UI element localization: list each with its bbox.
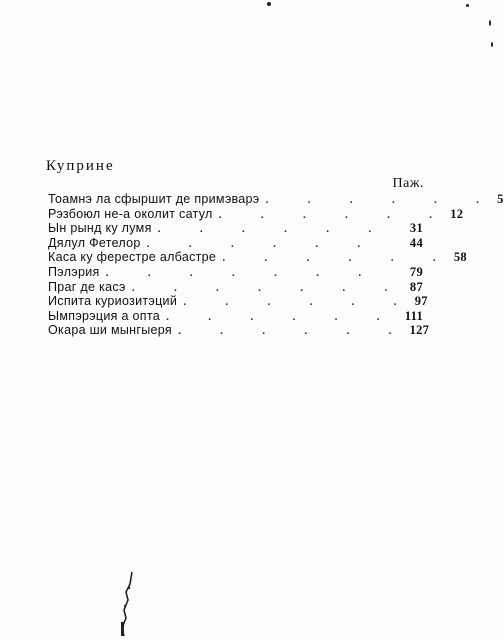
toc-entry-title: Ын рынд ку лумя bbox=[48, 221, 152, 236]
toc-entry-page: 12 bbox=[450, 206, 464, 221]
leader-dots: . . . . . . . bbox=[105, 266, 380, 279]
toc-entry-title: Рэзбоюл не-а околит сатул bbox=[48, 206, 213, 221]
author-heading: Куприне bbox=[46, 158, 115, 174]
toc-entry-title: Испита куриозитэций bbox=[48, 294, 178, 309]
table-of-contents bbox=[48, 192, 504, 338]
toc-entry bbox=[48, 206, 464, 222]
scan-speck bbox=[491, 42, 493, 47]
leader-dots: . . . . . . bbox=[222, 252, 454, 265]
toc-entry-page: 5 bbox=[497, 192, 504, 206]
toc-entry-page: 97 bbox=[414, 294, 428, 309]
toc-entry-title: Ымпэрэция а опта bbox=[48, 308, 161, 323]
toc-entry bbox=[48, 250, 467, 265]
toc-entry-title: Каса ку ферестре албастре bbox=[48, 250, 217, 265]
toc-entry-page: 44 bbox=[409, 235, 423, 250]
leader-dots: . . . . . . bbox=[157, 223, 390, 236]
leader-dots: . . . . . . bbox=[146, 237, 379, 250]
toc-entry bbox=[48, 309, 423, 324]
toc-entry-page: 127 bbox=[409, 323, 430, 338]
scan-speck bbox=[489, 20, 491, 26]
toc-entry-title: Тоамнэ ла сфыршит де примэварэ bbox=[48, 192, 260, 206]
toc-entry-page: 79 bbox=[409, 264, 423, 279]
toc-entry-title: Окара ши мынгыеря bbox=[48, 323, 172, 338]
leader-dots: . . . . . . bbox=[177, 325, 410, 338]
leader-dots: . . . . . . bbox=[166, 310, 398, 323]
toc-entry-page: 111 bbox=[404, 308, 423, 323]
toc-entry bbox=[48, 236, 423, 251]
toc-entry bbox=[48, 280, 423, 295]
toc-entry-page: 31 bbox=[409, 221, 423, 236]
toc-entry-page: 58 bbox=[453, 250, 467, 265]
leader-dots: . . . . . . bbox=[265, 194, 498, 206]
leader-dots: . . . . . . . bbox=[131, 281, 406, 294]
toc-entry-title: Дялул Фетелор bbox=[48, 235, 141, 250]
toc-entry-title: Праг де касэ bbox=[48, 279, 126, 294]
scan-speck bbox=[267, 2, 271, 6]
leader-dots: . . . . . . bbox=[183, 296, 415, 309]
toc-entry bbox=[48, 192, 504, 207]
toc-entry bbox=[48, 294, 428, 309]
toc-entry bbox=[48, 323, 430, 338]
scan-speck bbox=[466, 4, 469, 7]
toc-entry bbox=[48, 221, 423, 236]
toc-entry-page: 87 bbox=[409, 279, 423, 294]
scan-scratch bbox=[118, 570, 134, 638]
leader-dots: . . . . . . bbox=[218, 208, 451, 221]
page-column-label: Паж. bbox=[392, 176, 424, 191]
toc-entry-title: Пэлэрия bbox=[48, 264, 100, 279]
toc-entry bbox=[48, 265, 423, 280]
